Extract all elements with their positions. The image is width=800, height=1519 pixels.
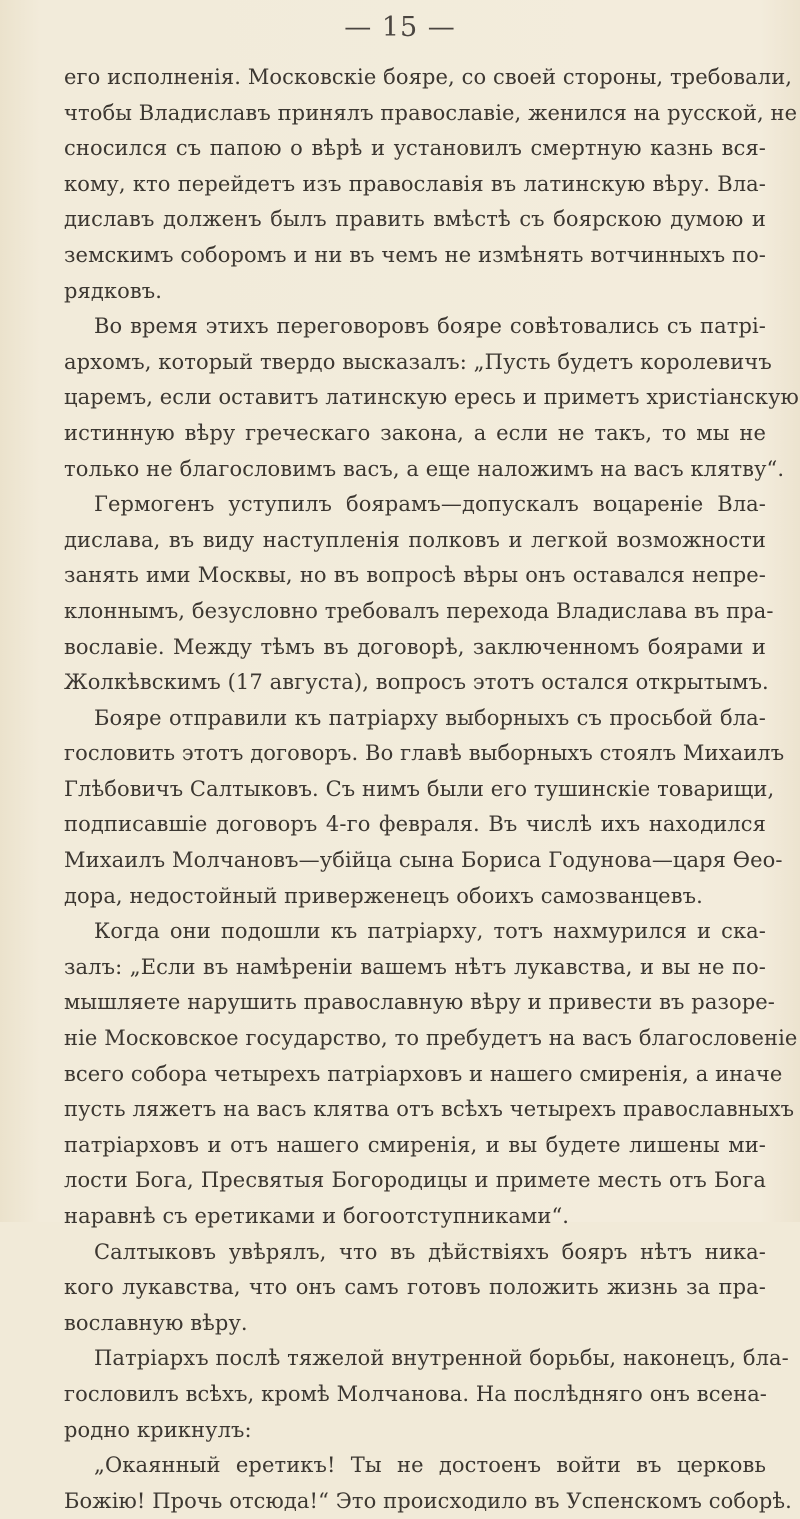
text-line: родно крикнулъ: [64,1417,252,1442]
text-line: гословить этотъ договоръ. Во главѣ выборныхъ стоялъ Михаилъ [64,741,785,766]
text-line: мышляете нарушить православную вѣру и привести въ разоре- [64,990,776,1015]
text-line: сносился съ папою о вѣрѣ и установилъ смертную казнь вся- [64,136,766,161]
text-line: чтобы Владиславъ принялъ православіе, женился на русской, не [64,100,798,125]
text-line: гословилъ всѣхъ, кромѣ Молчанова. На послѣдняго онъ всена- [64,1381,768,1406]
text-line: занять ими Москвы, но въ вопросѣ вѣры онъ оставался непре- [64,563,766,588]
text-line: всего собора четырехъ патріарховъ и нашего смиренія, а иначе [64,1061,783,1086]
text-line: Божію! Прочь отсюда!“ Это происходило въ Успенскомъ соборѣ. [64,1488,792,1513]
text-line: земскимъ соборомъ и ни въ чемъ не измѣнять вотчинныхъ по- [64,242,767,267]
text-line: Когда они подошли къ патріарху, тотъ нахмурился и ска- [94,919,766,944]
text-line: кому, кто перейдетъ изъ православія въ латинскую вѣру. Вла- [64,171,766,196]
text-line: архомъ, который твердо высказалъ: „Пусть будетъ королевичъ [64,349,772,374]
text-line: Бояре отправили къ патріарху выборныхъ съ просьбой бла- [94,705,766,730]
text-line: рядковъ. [64,278,163,303]
text-line: его исполненія. Московскіе бояре, со своей стороны, требовали, [64,65,793,89]
text-line: дора, недостойный приверженецъ обоихъ самозванцевъ. [64,883,703,908]
text-line: Гермогенъ уступилъ боярамъ—допускалъ воцареніе Вла- [94,492,766,517]
text-line: Михаилъ Молчановъ—убійца сына Бориса Годунова—царя Ѳео- [64,848,783,873]
text-line: Жолкѣвскимъ (17 августа), вопросъ этотъ остался открытымъ. [64,670,769,695]
text-line: Салтыковъ увѣрялъ, что въ дѣйствіяхъ бояръ нѣтъ ника- [94,1239,766,1264]
text-line: кого лукавства, что онъ самъ готовъ положить жизнь за пра- [64,1275,766,1300]
text-line: дислава, въ виду наступленія полковъ и легкой возможности [64,527,766,552]
body-text [64,60,799,1519]
text-line: вославную вѣру. [64,1310,248,1335]
text-line: Патріархъ послѣ тяжелой внутренной борьбы, наконецъ, бла- [94,1346,789,1371]
text-line: Глѣбовичъ Салтыковъ. Съ нимъ были его тушинскіе товарищи, [64,776,775,801]
text-line: пусть ляжетъ на васъ клятва отъ всѣхъ четырехъ православныхъ [64,1097,795,1122]
text-line: истинную вѣру греческаго закона, а если не такъ, то мы не [64,420,766,445]
text-line: вославіе. Между тѣмъ въ договорѣ, заключенномъ боярами и [64,634,766,659]
page-number: — 15 — [344,12,456,43]
text-line: „Окаянный еретикъ! Ты не достоенъ войти въ церковь [94,1453,766,1478]
text-line: подписавшіе договоръ 4-го февраля. Въ числѣ ихъ находился [64,812,766,837]
text-line: диславъ долженъ былъ править вмѣстѣ съ боярскою думою и [64,207,766,232]
text-line: патріарховъ и отъ нашего смиренія, и вы будете лишены ми- [64,1132,766,1157]
text-line: лости Бога, Пресвятыя Богородицы и примете месть отъ Бога [64,1168,766,1193]
text-line: царемъ, если оставитъ латинскую ересь и приметъ христіанскую [64,385,799,410]
text-line: ніе Московское государство, то пребудетъ на васъ благословеніе [64,1026,798,1051]
text-line: залъ: „Если въ намѣреніи вашемъ нѣтъ лукавства, и вы не по- [64,954,766,979]
text-line: клоннымъ, безусловно требовалъ перехода Владислава въ пра- [64,598,774,623]
text-line: только не благословимъ васъ, а еще наложимъ на васъ клятву“. [64,456,785,481]
text-line: наравнѣ съ еретиками и богоотступниками“. [64,1204,570,1228]
text-line: Во время этихъ переговоровъ бояре совѣтовались съ патрі- [94,314,766,339]
